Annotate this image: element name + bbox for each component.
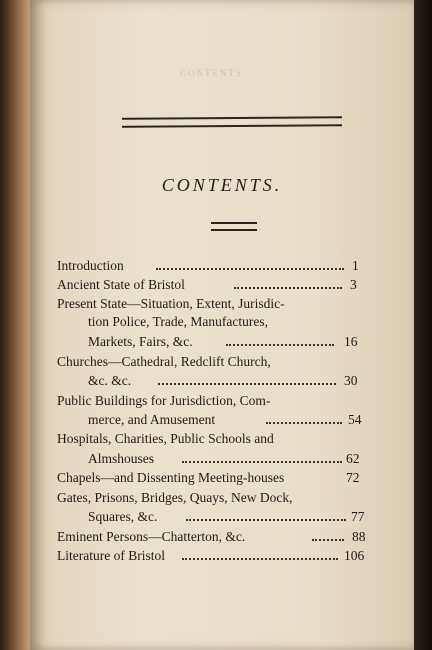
show-through-running-head: CONTENTS.: [180, 68, 248, 78]
toc-entry-title-line-1: Hospitals, Charities, Public Schools and: [57, 431, 274, 446]
toc-entry-title-line-1: Gates, Prisons, Bridges, Quays, New Dock,: [57, 490, 293, 505]
toc-entry-present-state-continued: [30, 334, 414, 354]
dot-leader: [234, 287, 342, 289]
contents-heading: CONTENTS.: [161, 175, 283, 195]
toc-page-number: 16: [344, 334, 358, 349]
toc-entry-hospitals: [30, 431, 414, 451]
toc-page-number: 54: [348, 412, 362, 427]
toc-entry-public-buildings-continued: [30, 412, 414, 432]
toc-entry-gates: [30, 490, 414, 510]
toc-entry-title-line-2: tion Police, Trade, Manufactures,: [88, 314, 268, 329]
toc-page-number: 106: [344, 548, 365, 563]
toc-entry-eminent-persons: [30, 529, 414, 549]
toc-page-number: 1: [352, 258, 359, 273]
book-spine: [0, 0, 34, 650]
toc-entry-literature: [30, 548, 414, 568]
double-rule-top: [122, 116, 342, 128]
book-page: [30, 0, 414, 650]
toc-entry-title: Introduction: [57, 258, 124, 273]
toc-entry-title-line-3: Markets, Fairs, &c.: [88, 334, 193, 349]
dot-leader: [158, 383, 336, 385]
toc-entry-title-line-1: Present State—Situation, Extent, Jurisdic-: [57, 296, 285, 311]
toc-entry-title: Literature of Bristol: [57, 548, 165, 563]
toc-entry-ancient-state: [30, 277, 414, 297]
toc-entry-introduction: [30, 258, 414, 278]
toc-entry-title-line-2: &c. &c.: [88, 373, 132, 388]
toc-page-number: 72: [346, 470, 360, 485]
toc-entry-title-line-2: Squares, &c.: [88, 509, 158, 524]
toc-entry-title: Eminent Persons—Chatterton, &c.: [57, 529, 246, 544]
double-rule-ornament: [211, 222, 257, 231]
dot-leader: [186, 519, 346, 521]
toc-entry-present-state: [30, 296, 414, 316]
toc-entry-gates-continued: [30, 509, 414, 529]
toc-entry-public-buildings: [30, 393, 414, 413]
toc-entry-title: Chapels—and Dissenting Meeting-houses: [57, 470, 285, 485]
dot-leader: [266, 422, 342, 424]
toc-entry-title-line-2: merce, and Amusement: [88, 412, 216, 427]
toc-entry-title-line-1: Public Buildings for Jurisdiction, Com-: [57, 393, 271, 408]
toc-page-number: 77: [351, 509, 365, 524]
toc-entry-title: Ancient State of Bristol: [57, 277, 185, 292]
dot-leader: [226, 344, 334, 346]
toc-page-number: 3: [350, 277, 357, 292]
toc-page-number: 62: [346, 451, 360, 466]
toc-page-number: 30: [344, 373, 358, 388]
dot-leader: [312, 539, 344, 541]
toc-entry-title-line-1: Churches—Cathedral, Redclift Church,: [57, 354, 271, 369]
dot-leader: [156, 268, 344, 270]
toc-entry-title-line-2: Almshouses: [88, 451, 155, 466]
toc-entry-chapels: [30, 470, 414, 490]
toc-entry-present-state-continued: [30, 314, 414, 334]
book-fore-edge: [414, 0, 432, 650]
dot-leader: [182, 558, 338, 560]
toc-entry-hospitals-continued: [30, 451, 414, 471]
toc-entry-churches: [30, 354, 414, 374]
toc-page-number: 88: [352, 529, 366, 544]
toc-entry-churches-continued: [30, 373, 414, 393]
dot-leader: [182, 461, 342, 463]
